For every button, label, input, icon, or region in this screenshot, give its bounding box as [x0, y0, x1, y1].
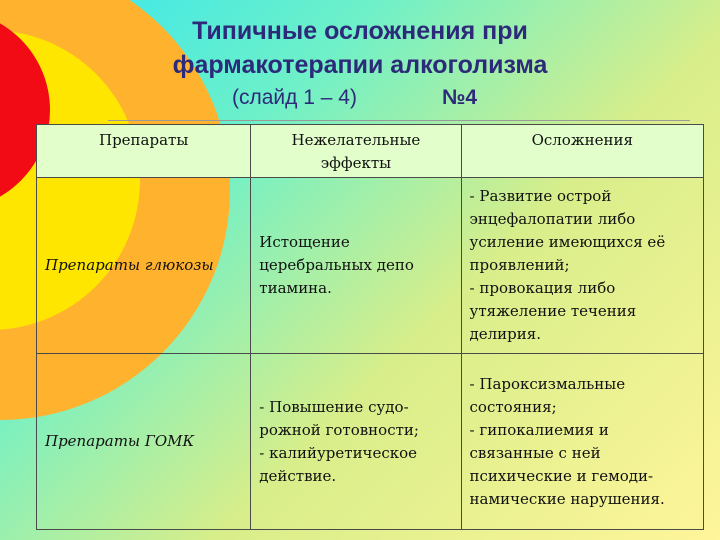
header-complications: Осложнения [461, 125, 703, 178]
effects-cell: - Повышение судо- рожной готовности; - калийуретическое действие. [251, 354, 461, 530]
complications-cell: - Развитие острой энцефалопатии либо усиление имеющихся её проявлений; - провокация либо утяжеление течения делирия. [461, 178, 703, 354]
slide-subtitle: (слайд 1 – 4) [232, 86, 357, 109]
effects-cell: Истощение церебральных депо тиамина. [251, 178, 461, 354]
table-row [37, 354, 704, 530]
slide-title [110, 14, 610, 82]
complications-table [36, 124, 704, 530]
title-line-1: Типичные осложнения при [192, 17, 528, 45]
table-row [37, 178, 704, 354]
drug-cell: Препараты ГОМК [37, 354, 251, 530]
complications-cell: - Пароксизмальные состояния; - гипокалиемия и связанные с ней психические и гемоди- намические нарушения. [461, 354, 703, 530]
slide-number: №4 [442, 86, 478, 109]
table-header-row [37, 125, 704, 178]
title-line-2: фармакотерапии алкоголизма [172, 51, 548, 79]
header-effects: Нежелательные эффекты [251, 125, 461, 178]
drug-cell: Препараты глюкозы [37, 178, 251, 354]
header-drugs: Препараты [37, 125, 251, 178]
title-divider [108, 120, 690, 121]
